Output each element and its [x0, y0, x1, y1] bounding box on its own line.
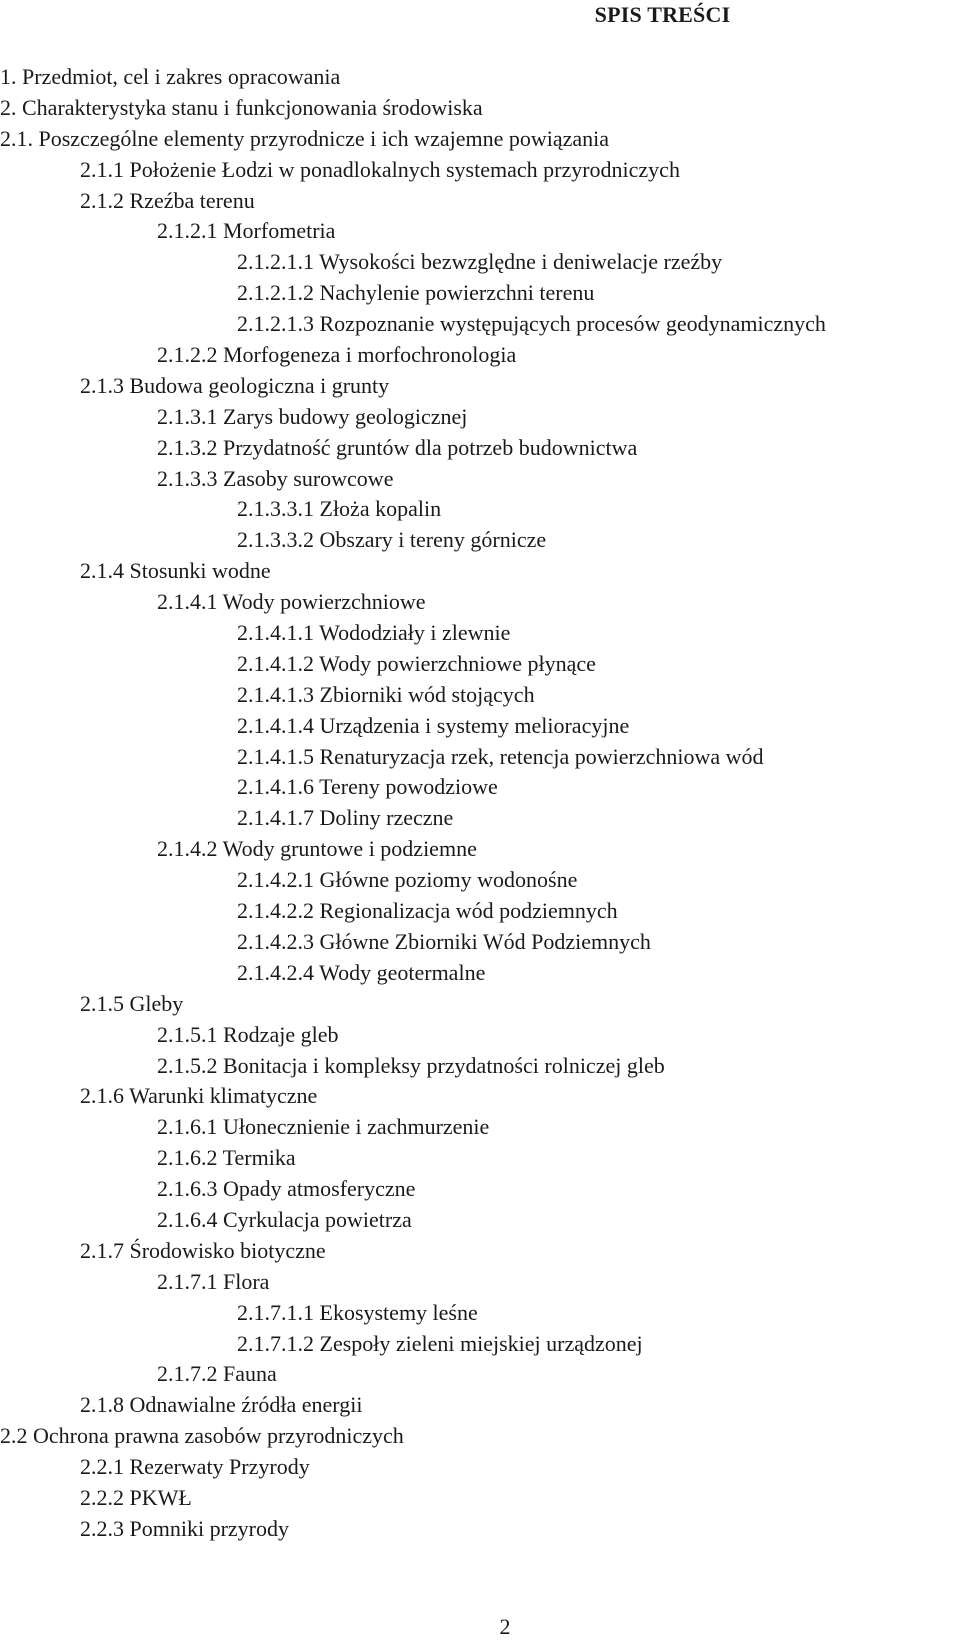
toc-entry: 2.1.2.1.2 Nachylenie powierzchni terenu — [237, 280, 595, 306]
toc-entry: 2.1.7.1.2 Zespoły zieleni miejskiej urządzonej — [237, 1330, 643, 1356]
toc-entry: 2.1.4.2.2 Regionalizacja wód podziemnych — [237, 898, 618, 924]
toc-entry: 2.1.4.1.3 Zbiorniki wód stojących — [237, 681, 535, 707]
toc-entry: 2.1.6.1 Ułonecznienie i zachmurzenie — [157, 1114, 490, 1140]
toc-entry: 2.1.2.1.3 Rozpoznanie występujących procesów geodynamicznych — [237, 311, 826, 337]
toc-entry: 2.1.3.3.2 Obszary i tereny górnicze — [237, 527, 547, 553]
toc-entry: 2.1.4.1.6 Tereny powodziowe — [237, 774, 498, 800]
toc-entry: 2.1.3 Budowa geologiczna i grunty — [80, 372, 390, 398]
toc-entry: 2.1.7.1 Flora — [157, 1268, 270, 1294]
toc-entry: 2.1.4.1 Wody powierzchniowe — [157, 589, 426, 615]
page-title-text: SPIS TREŚCI — [594, 2, 731, 27]
toc-entry: 2.1.4.1.7 Doliny rzeczne — [237, 805, 454, 831]
toc-entry: 2.1.1 Położenie Łodzi w ponadlokalnych systemach przyrodniczych — [80, 156, 680, 182]
toc-entry: 2.1.7.1.1 Ekosystemy leśne — [237, 1299, 478, 1325]
toc-entry: 2.1.4.2.1 Główne poziomy wodonośne — [237, 867, 578, 893]
toc-entry: 2.1.4.2 Wody gruntowe i podziemne — [157, 836, 477, 862]
toc-entry: 2.1.2.1 Morfometria — [157, 218, 336, 244]
toc-entry: 2.1.2.2 Morfogeneza i morfochronologia — [157, 342, 517, 368]
page-number: 2 — [499, 1614, 511, 1639]
toc-entry: 2.1.4 Stosunki wodne — [80, 558, 271, 584]
toc-entry: 2.1.3.3.1 Złoża kopalin — [237, 496, 442, 522]
toc-entry: 2.1.3.3 Zasoby surowcowe — [157, 465, 394, 491]
toc-entry: 2.1.4.1.2 Wody powierzchniowe płynące — [237, 650, 596, 676]
page-title — [0, 2, 960, 28]
toc-entry: 2. Charakterystyka stanu i funkcjonowania środowiska — [0, 94, 483, 120]
toc-entry: 2.1.7.2 Fauna — [157, 1361, 277, 1387]
toc-entry: 2.1.6.3 Opady atmosferyczne — [157, 1176, 416, 1202]
toc-entry: 2.1.7 Środowisko biotyczne — [80, 1237, 326, 1263]
table-of-contents — [0, 62, 960, 1545]
toc-entry: 2.1.6.2 Termika — [157, 1145, 296, 1171]
toc-entry: 2.1.3.2 Przydatność gruntów dla potrzeb budownictwa — [157, 434, 638, 460]
toc-entry: 2.1.2 Rzeźba terenu — [80, 187, 255, 213]
toc-entry: 2.1. Poszczególne elementy przyrodnicze i ich wzajemne powiązania — [0, 125, 610, 151]
toc-entry: 2.1.4.1.5 Renaturyzacja rzek, retencja powierzchniowa wód — [237, 743, 764, 769]
toc-entry: 2.1.6.4 Cyrkulacja powietrza — [157, 1206, 412, 1232]
toc-entry: 2.1.5.2 Bonitacja i kompleksy przydatności rolniczej gleb — [157, 1052, 665, 1078]
toc-entry: 2.1.8 Odnawialne źródła energii — [80, 1392, 363, 1418]
toc-entry: 1. Przedmiot, cel i zakres opracowania — [0, 64, 341, 89]
toc-entry: 2.2.1 Rezerwaty Przyrody — [80, 1454, 310, 1480]
toc-entry: 2.1.4.2.3 Główne Zbiorniki Wód Podziemnych — [237, 928, 651, 954]
toc-entry: 2.1.2.1.1 Wysokości bezwzględne i deniwelacje rzeźby — [237, 249, 723, 275]
toc-entry: 2.2 Ochrona prawna zasobów przyrodniczych — [0, 1423, 404, 1449]
toc-entry: 2.1.4.2.4 Wody geotermalne — [237, 959, 486, 985]
toc-entry: 2.1.6 Warunki klimatyczne — [80, 1083, 318, 1109]
toc-entry: 2.1.4.1.4 Urządzenia i systemy melioracyjne — [237, 712, 630, 738]
toc-entry: 2.1.3.1 Zarys budowy geologicznej — [157, 403, 468, 429]
toc-entry: 2.1.5.1 Rodzaje gleb — [157, 1021, 339, 1047]
toc-entry: 2.1.4.1.1 Wododziały i zlewnie — [237, 620, 511, 646]
toc-entry: 2.2.2 PKWŁ — [80, 1484, 192, 1510]
toc-entry: 2.1.5 Gleby — [80, 990, 184, 1016]
toc-entry: 2.2.3 Pomniki przyrody — [80, 1515, 289, 1541]
